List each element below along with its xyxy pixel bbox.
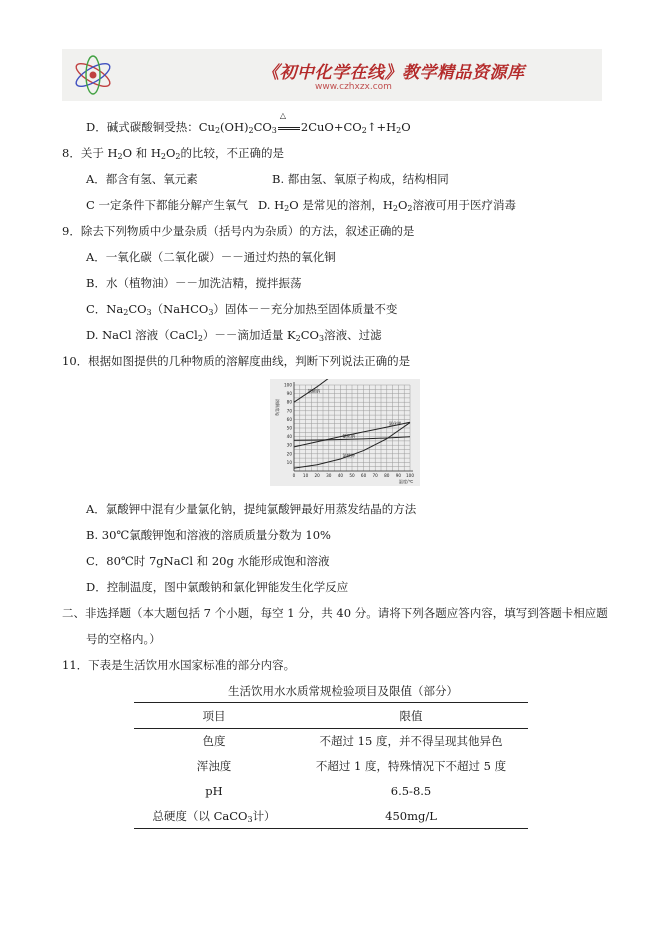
q11-stem: 11．下表是生活饮用水国家标准的部分内容。: [62, 658, 296, 672]
y-tick-label: 50: [286, 425, 292, 431]
q9-option-d: D. NaCl 溶液（CaCl$_2$）－－滴加适量 $K_2CO_3$溶液、过滤: [86, 328, 382, 343]
section2-heading: 二、非选择题（本大题包括 7 个小题，每空 1 分，共 40 分。请将下列各题应答内容，填写到答题卡相应题: [62, 606, 608, 620]
y-tick-label: 100: [284, 382, 292, 388]
table-cell: 6.5-8.5: [390, 784, 432, 798]
q10-option-b: B. 30℃氯酸钾饱和溶液的溶质质量分数为 10%: [86, 528, 331, 542]
q10-stem: 10．根据如图提供的几种物质的溶解度曲线，判断下列说法正确的是: [62, 354, 411, 368]
q10-option-d: D．控制温度，图中氯酸钠和氯化钾能发生化学反应: [86, 580, 349, 594]
x-tick-label: 90: [395, 473, 402, 478]
y-tick-label: 80: [286, 399, 292, 405]
table-cell: 450mg/L: [294, 804, 528, 829]
y-tick-label: 90: [286, 391, 292, 397]
series-label: 氯酸钾: [342, 453, 355, 459]
q9-option-c: C．$Na_2CO_3(NaHCO_3)$固体－－充分加热至固体质量不变: [86, 302, 398, 317]
y-axis-label: 溶解度/g: [275, 399, 280, 416]
x-tick-label: 40: [337, 473, 344, 478]
q8-option-a: A．都含有氢、氧元素: [86, 172, 198, 186]
series-label: 氯化钾: [388, 421, 402, 427]
table-header-cell: 项目: [134, 703, 294, 729]
table-cell: 色度: [202, 734, 226, 749]
table-row: [134, 804, 528, 829]
x-axis-label: 温度/℃: [398, 479, 414, 484]
table-title: 生活饮用水水质常规检验项目及限值（部分）: [228, 684, 458, 698]
q9-stem: 9．除去下列物质中少量杂质（括号内为杂质）的方法，叙述正确的是: [62, 224, 415, 238]
header-banner: [62, 49, 602, 101]
x-tick-label: 60: [360, 473, 367, 478]
y-tick-label: 30: [286, 442, 292, 448]
table-cell: 浑浊度: [196, 759, 232, 773]
table-cell: pH: [205, 784, 223, 798]
table-cell: 不超过 15 度，并不得呈现其他异色: [319, 734, 503, 749]
table-header-row: [134, 703, 528, 729]
y-tick-label: 70: [286, 408, 292, 414]
q9-option-a: A．一氧化碳（二氧化碳）－－通过灼热的氧化铜: [86, 250, 336, 264]
q8-stem: 8．关于 $H_2O$ 和 $H_2O_2$的比较，不正确的是: [62, 146, 285, 161]
q8-option-b: B. 都由氢、氧原子构成，结构相同: [272, 172, 449, 186]
series-label: 氯化钠: [342, 433, 355, 439]
y-tick-label: 40: [286, 434, 292, 440]
x-tick-label: 0: [292, 473, 296, 478]
table-cell: 总硬度（以 CaCO$_3$计）: [134, 804, 294, 829]
heat-triangle: △: [279, 111, 287, 120]
solubility-chart: [270, 379, 420, 486]
q10-option-c: C．80℃时 7gNaCl 和 20g 水能形成饱和溶液: [86, 554, 330, 568]
banner-title: 《初中化学在线》教学精品资源库: [262, 63, 525, 83]
table-row: [134, 729, 528, 754]
table-header-cell: 限值: [294, 703, 528, 729]
water-standard-table: [134, 702, 528, 829]
x-tick-label: 10: [302, 473, 309, 478]
y-tick-label: 20: [286, 451, 292, 457]
y-tick-label: 10: [286, 459, 292, 465]
section2-heading-cont: 号的空格内。）: [86, 632, 161, 646]
q10-option-a: A．氯酸钾中混有少量氯化钠，提纯氯酸钾最好用蒸发结晶的方法: [86, 502, 417, 516]
x-tick-label: 50: [349, 473, 355, 478]
x-tick-label: 20: [314, 473, 320, 478]
atom-logo-icon: [70, 53, 116, 97]
q9-option-b: B．水（植物油）－－加洗洁精，搅拌振荡: [86, 276, 302, 290]
table-row: [134, 779, 528, 804]
banner-url: www.czhxzx.com: [315, 82, 392, 92]
table-row: [134, 754, 528, 779]
table-cell: 不超过 1 度，特殊情况下不超过 5 度: [315, 759, 507, 773]
x-tick-label: 100: [406, 473, 414, 478]
q7-option-d: D．碱式碳酸铜受热：$Cu_2(OH)_2CO_3$ △ $2CuO+CO_2↑+H_2O$: [86, 111, 411, 135]
y-tick-label: 60: [286, 416, 292, 422]
series-label: 氯酸钠: [307, 388, 321, 394]
x-tick-label: 70: [372, 473, 378, 478]
q8-option-c: C 一定条件下都能分解产生氧气: [86, 198, 248, 212]
x-tick-label: 30: [326, 473, 332, 478]
x-tick-label: 80: [384, 473, 390, 478]
q8-option-d: D. $H_2O$ 是常见的溶剂，$H_2O_2$溶液可用于医疗消毒: [258, 198, 516, 213]
